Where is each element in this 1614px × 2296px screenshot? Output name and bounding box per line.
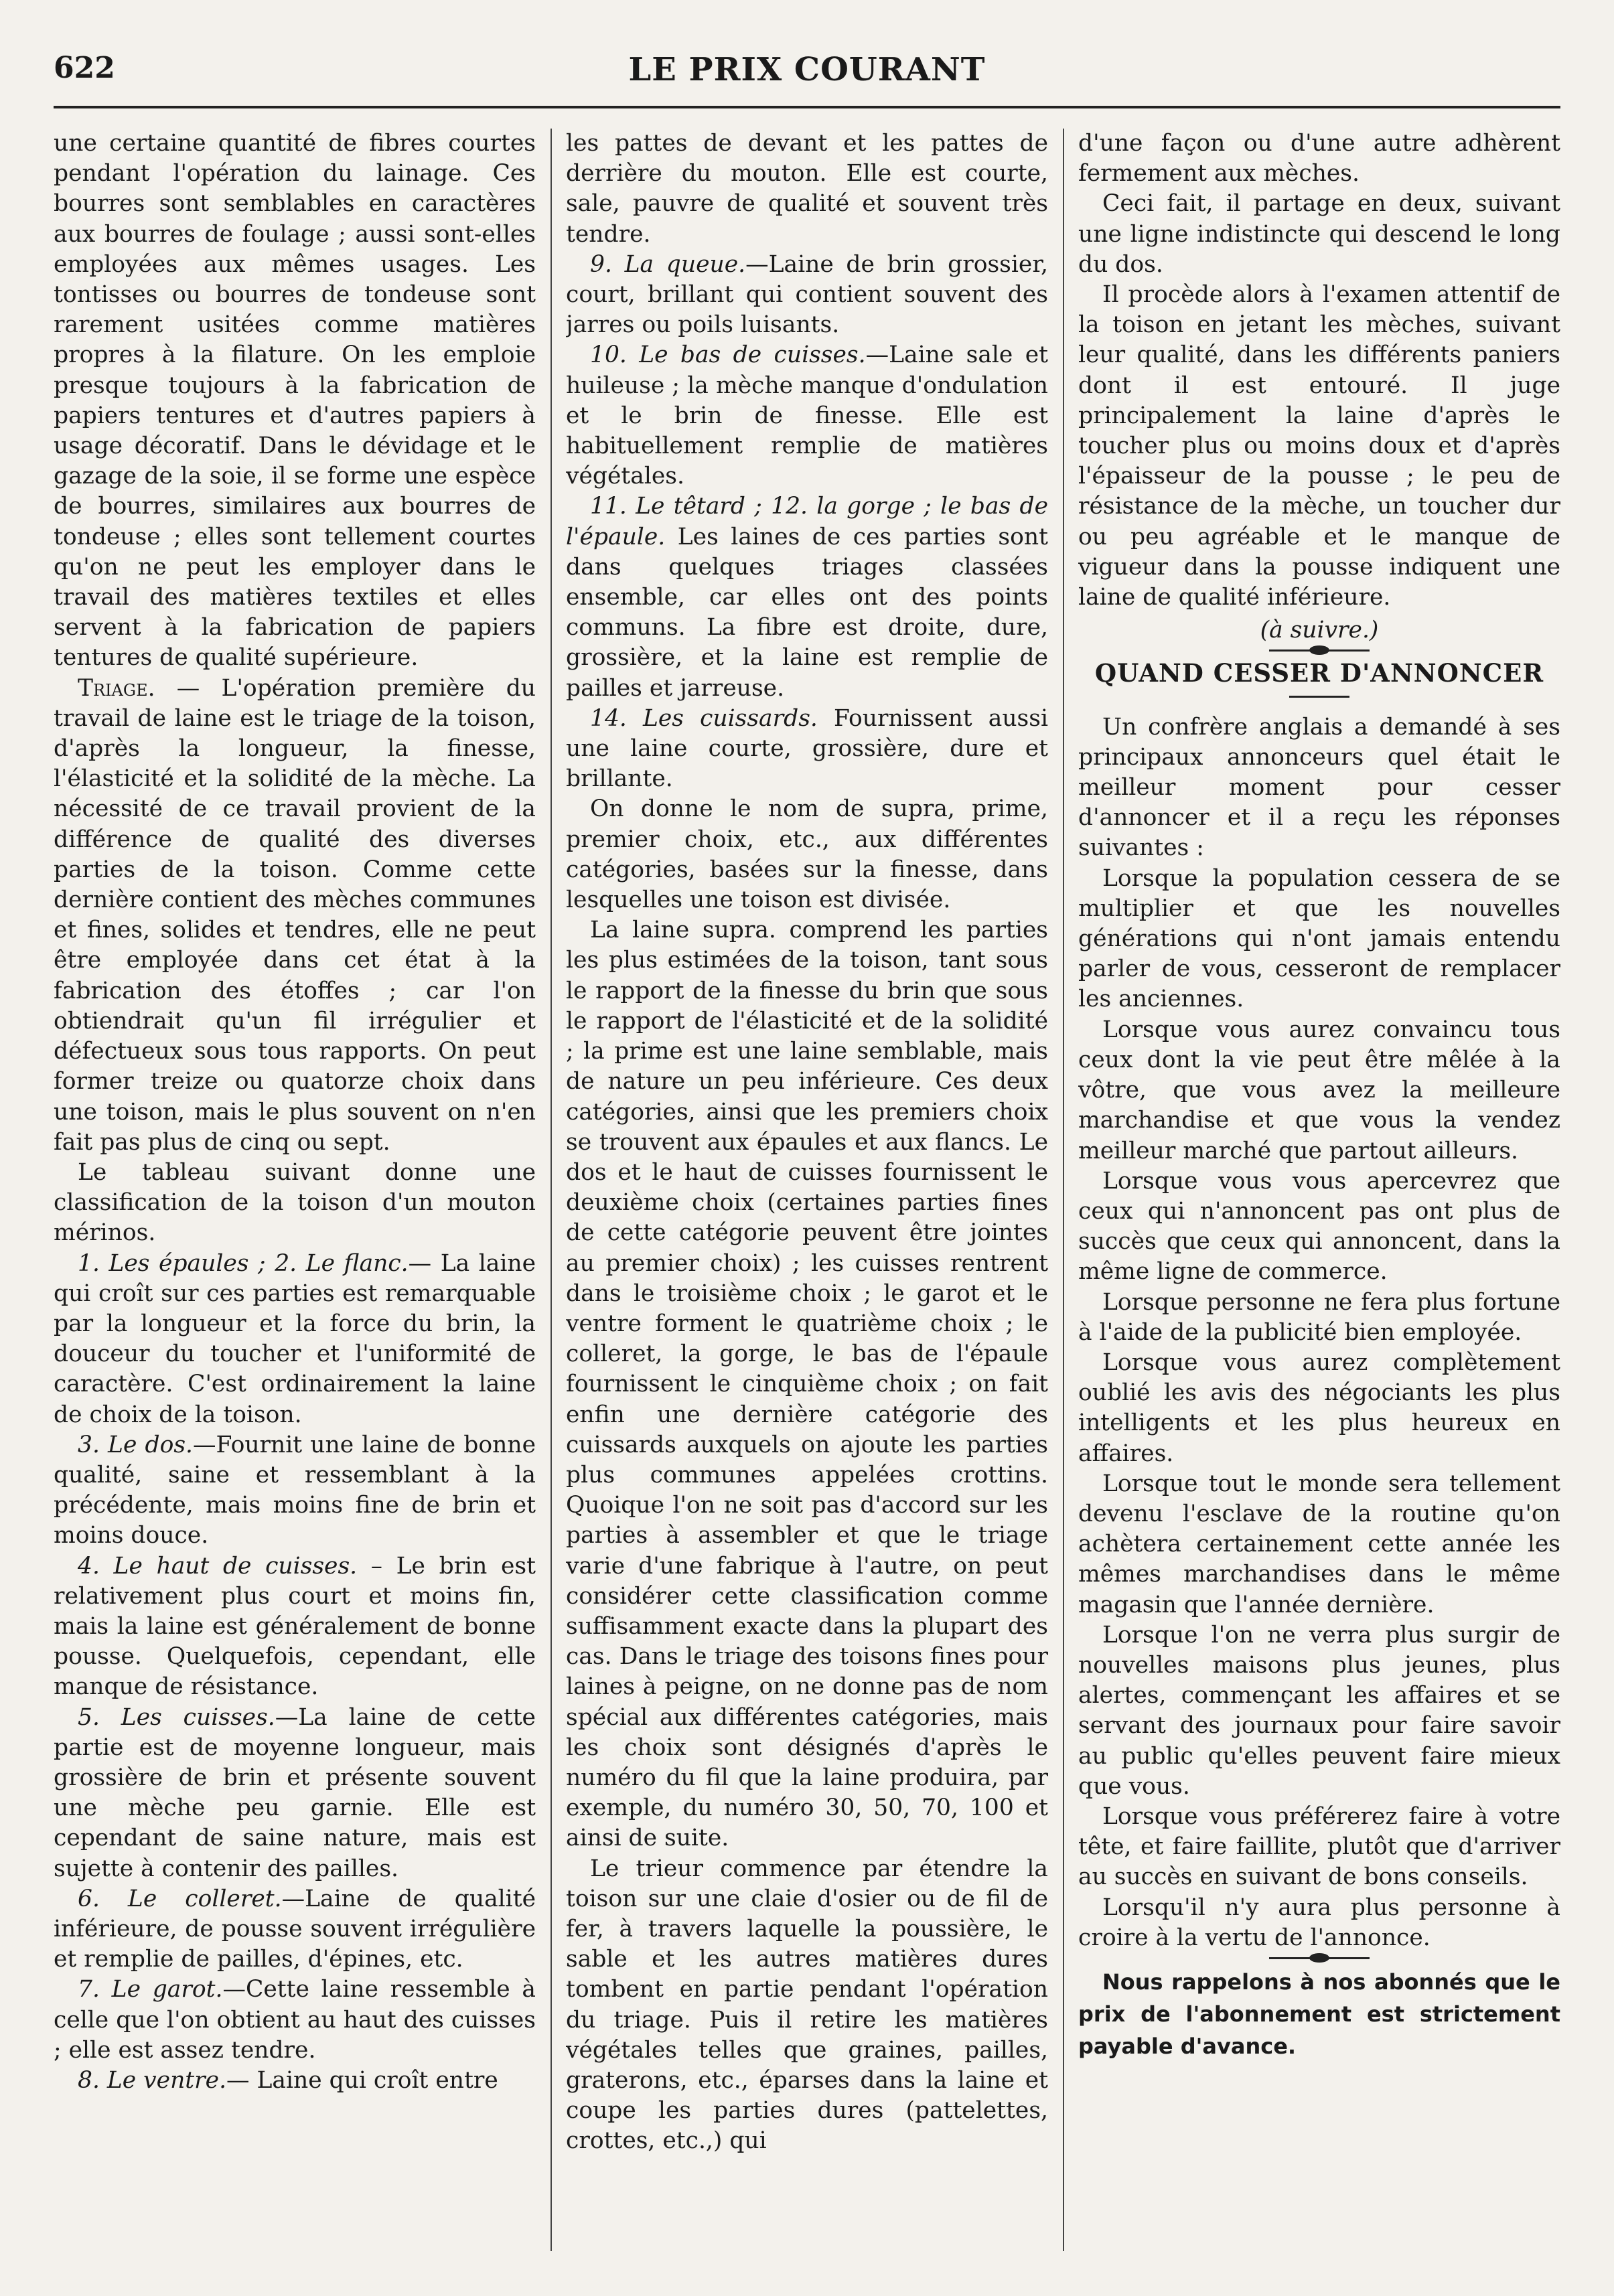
item-text: —Laine sale et huileuse ; la mèche manque d'ondulation et le brin de finesse. Elle est habituellement remplie de matières végétales. xyxy=(566,341,1048,490)
item-label: 3. Le dos. xyxy=(78,1431,194,1458)
item-label: 9. La queue. xyxy=(590,250,746,278)
paragraph: Lorsque la population cessera de se multiplier et que les nouvelles générations qui n'ont jamais entendu parler de vous, cesseront de remplacer les anciennes. xyxy=(1078,864,1560,1013)
paragraph: Le trieur commence par étendre la toison sur une claie d'osier ou de fil de fer, à travers laquelle la poussière, le sable et les autres matières dures tombent en partie pendant l'opération du triage. Puis il retire les matières végétales telles que graines, pailles, graterons, etc., éparses dans la laine et coupe les parties dures (pattelettes, crottes, etc.,) qui xyxy=(566,1855,1048,2155)
paragraph: On donne le nom de supra, prime, premier choix, etc., aux différentes catégories, basées sur la finesse, dans lesquelles une toison est divisée. xyxy=(566,795,1048,914)
paragraph: Un confrère anglais a demandé à ses principaux annonceurs quel était le meilleur moment pour cesser d'annoncer et il a reçu les réponses suivantes : xyxy=(1078,713,1560,862)
item-text: — Laine qui croît entre xyxy=(226,2067,498,2094)
item-text: —Cette laine ressemble à celle que l'on obtient au haut des cuisses ; elle est assez tendre. xyxy=(54,1976,536,2064)
item-text: —La laine de cette partie est de moyenne longueur, mais grossière de brin et présente souvent une mèche peu garnie. Elle est cependant de saine nature, mais est sujette à contenir des pailles. xyxy=(54,1703,536,1882)
item-label: 11. Le têtard ; 12. la gorge ; le bas de l'épaule. xyxy=(566,493,1048,550)
item-text: Les laines de ces parties sont dans quelques triages classées ensemble, car elles ont des points communs. La fibre est droite, dure, grossière, et la laine est remplie de pailles et jarreuse. xyxy=(566,523,1048,702)
notice-text: Nous rappelons à nos abonnés que le prix de l'abonnement est strictement payable d'avance. xyxy=(1078,1969,1560,2059)
item-text: —Fournit une laine de bonne qualité, saine et ressemblant à la précédente, mais moins fine de brin et moins douce. xyxy=(54,1431,536,1549)
item-text: Fournissent aussi une laine courte, grossière, dure et brillante. xyxy=(566,704,1048,793)
item-text: – Le brin est relativement plus court et moins fin, mais la laine est généralement de bonne pousse. Quelquefois, cependant, elle manque de résistance. xyxy=(54,1552,536,1701)
run-in-heading: Triage. xyxy=(78,674,155,702)
list-item xyxy=(54,1430,536,1551)
list-item xyxy=(566,250,1048,341)
page-number: 622 xyxy=(54,51,115,85)
fleuron-divider xyxy=(1269,649,1370,652)
column-divider xyxy=(1063,129,1064,2251)
to-be-continued-text: (à suivre.) xyxy=(1260,617,1379,644)
paragraph: Lorsque tout le monde sera tellement devenu l'esclave de la routine qu'on achètera certainement cette année les mêmes marchandises dans le même magasin que l'année dernière. xyxy=(1078,1470,1560,1618)
paragraph-triage xyxy=(54,674,536,1158)
list-item xyxy=(566,704,1048,795)
paragraph: Ceci fait, il partage en deux, suivant une ligne indistincte qui descend le long du dos. xyxy=(1078,190,1560,278)
paragraph: Il procède alors à l'examen attentif de la toison en jetant les mèches, suivant leur qualité, dans les différents paniers dont il est entouré. Il juge principalement la laine d'après le toucher plus ou moins doux et d'après l'épaisseur de la pousse ; le peu de résistance de la mèche, un toucher dur ou peu agréable et le manque de vigueur dans la pousse indiquent une laine de qualité inférieure. xyxy=(1078,281,1560,611)
item-label: 6. Le colleret. xyxy=(78,1885,282,1912)
column-3 xyxy=(1078,129,1560,2251)
list-item xyxy=(54,2066,536,2096)
item-label: 1. Les épaules ; 2. Le flanc. xyxy=(78,1249,409,1277)
paragraph-text: — L'opération première du travail de laine est le triage de la toison, d'après la longueur, la finesse, l'élasticité et la solidité de la mèche. La nécessité de ce travail provient de la différence de qualité des diverses parties de la toison. Comme cette dernière contient des mèches communes et fines, solides et tendres, elle ne peut être employée dans cet état à la fabrication des étoffes ; car l'on obtiendrait qu'un fil irrégulier et défectueux sous tous rapports. On peut former treize ou quatorze choix dans une toison, mais le plus souvent on n'en fait pas plus de cinq ou sept. xyxy=(54,674,536,1156)
list-item xyxy=(54,1703,536,1884)
item-label: 8. Le ventre. xyxy=(78,2067,227,2094)
paragraph: Lorsqu'il n'y aura plus personne à croire à la vertu de l'annonce. xyxy=(1078,1894,1560,1951)
article-columns xyxy=(54,129,1560,2251)
column-1 xyxy=(54,129,536,2251)
page-header xyxy=(54,44,1560,98)
item-label: 5. Les cuisses. xyxy=(78,1703,275,1731)
paragraph: Lorsque l'on ne verra plus surgir de nouvelles maisons plus jeunes, plus alertes, commençant les affaires et se servant des journaux pour faire savoir au public qu'elles peuvent faire mieux que vous. xyxy=(1078,1621,1560,1800)
item-label: 10. Le bas de cuisses. xyxy=(590,341,866,369)
item-label: 14. Les cuissards. xyxy=(590,704,818,732)
subscription-notice xyxy=(1078,1966,1560,2062)
paragraph: une certaine quantité de fibres courtes pendant l'opération du lainage. Ces bourres sont semblables en caractères aux bourres de foulage ; aussi sont-elles employées aux mêmes usages. Les tontisses ou bourres de tondeuse sont rarement usitées comme matières propres à la filature. On les emploie presque toujours à la fabrication de papiers tentures et d'autres papiers à usage décoratif. Dans le dévidage et le gazage de la soie, il se forme une espèce de bourres, similaires aux bourres de tondeuse ; elles sont tellement courtes qu'on ne peut les employer dans le travail des matières textiles et elles servent à la fabrication de papiers tentures de qualité supérieure. xyxy=(54,130,536,672)
list-item xyxy=(566,491,1048,703)
header-rule xyxy=(54,106,1560,108)
paragraph: Lorsque vous aurez complètement oublié les avis des négociants les plus intelligents et les plus heureux en affaires. xyxy=(1078,1349,1560,1467)
item-text: —Laine de brin grossier, court, brillant qui contient souvent des jarres ou poils luisants. xyxy=(566,250,1048,339)
paragraph: Lorsque personne ne fera plus fortune à l'aide de la publicité bien employée. xyxy=(1078,1288,1560,1346)
item-text: —Laine de qualité inférieure, de pousse souvent irrégulière et remplie de pailles, d'épines, etc. xyxy=(54,1885,536,1973)
paragraph: d'une façon ou d'une autre adhèrent fermement aux mèches. xyxy=(1078,130,1560,187)
item-label: 4. Le haut de cuisses. xyxy=(78,1552,358,1580)
list-item xyxy=(54,1884,536,1975)
title-rule xyxy=(1289,696,1349,698)
column-divider xyxy=(551,129,552,2251)
list-item xyxy=(54,1551,536,1703)
list-item xyxy=(566,340,1048,491)
running-title: LE PRIX COURANT xyxy=(628,51,986,88)
column-2 xyxy=(566,129,1048,2251)
list-item xyxy=(54,1249,536,1430)
item-text: — La laine qui croît sur ces parties est remarquable par la longueur et la force du brin, la douceur du toucher et l'uniformité de caractère. C'est ordinairement la laine de choix de la toison. xyxy=(54,1249,536,1428)
paragraph: Lorsque vous vous apercevrez que ceux qui n'annoncent pas ont plus de succès que ceux qui annoncent, dans la même ligne de commerce. xyxy=(1078,1167,1560,1286)
paragraph: Le tableau suivant donne une classification de la toison d'un mouton mérinos. xyxy=(54,1158,536,1247)
fleuron-divider xyxy=(1269,1957,1370,1959)
to-be-continued xyxy=(1078,615,1560,645)
paragraph: les pattes de devant et les pattes de derrière du mouton. Elle est courte, sale, pauvre de qualité et souvent très tendre. xyxy=(566,130,1048,248)
paragraph: Lorsque vous préférerez faire à votre tête, et faire faillite, plutôt que d'arriver au succès en suivant de bons conseils. xyxy=(1078,1803,1560,1891)
item-label: 7. Le garot. xyxy=(78,1976,223,2003)
paragraph: La laine supra. comprend les parties les plus estimées de la toison, tant sous le rapport de la finesse du brin que sous le rapport de l'élasticité et de la solidité ; la prime est une laine semblable, mais de nature un peu inférieure. Ces deux catégories, ainsi que les premiers choix se trouvent aux épaules et aux flancs. Le dos et le haut de cuisses fournissent le deuxième choix (certaines parties fines de cette catégorie peuvent être jointes au premier choix) ; les cuisses rentrent dans le troisième choix ; le garot et le ventre forment le quatrième choix ; le colleret, la gorge, le bas de l'épaule fournissent le cinquième choix ; on fait enfin une dernière catégorie des cuissards auxquels on ajoute les parties plus communes appelées crottins. Quoique l'on ne soit pas d'accord sur les parties à assembler et que le triage varie d'une fabrique à l'autre, on peut considérer cette classification comme suffisamment exacte dans la plupart des cas. Dans le triage des toisons fines pour laines à peigne, on ne donne pas de nom spécial aux différentes catégories, mais les choix sont désignés d'après le numéro du fil que la laine produira, par exemple, du numéro 30, 50, 70, 100 et ainsi de suite. xyxy=(566,917,1048,1852)
paragraph: Lorsque vous aurez convaincu tous ceux dont la vie peut être mêlée à la vôtre, que vous avez la meilleure marchandise et que vous la vendez meilleur marché que partout ailleurs. xyxy=(1078,1016,1560,1164)
section-title: QUAND CESSER D'ANNONCER xyxy=(1094,658,1544,688)
list-item xyxy=(54,1975,536,2066)
